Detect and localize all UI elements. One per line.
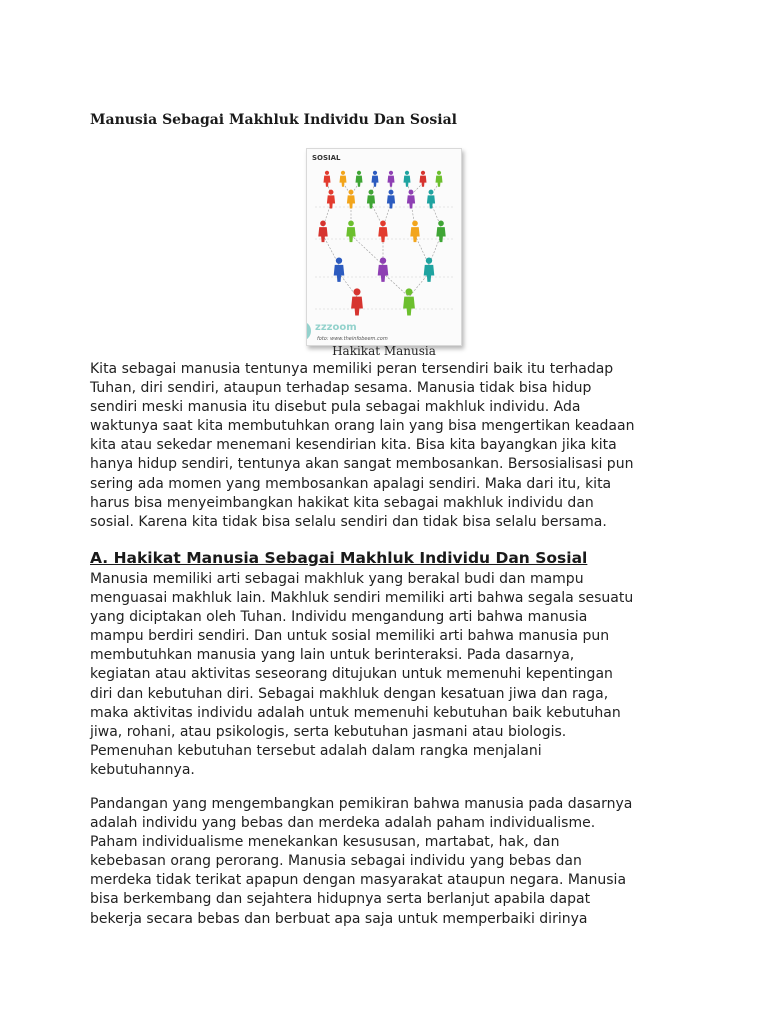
- person-icon: [427, 190, 435, 209]
- paragraph-line: Pandangan yang mengembangkan pemikiran bahwa manusia pada dasarnya: [90, 796, 633, 812]
- paragraph-line: sering ada momen yang membosankan apalagi sendiri. Maka dari itu, kita: [90, 475, 612, 492]
- paragraph-line: Pemenuhan kebutuhan tersebut adalah dalam rangka menjalani: [90, 742, 542, 759]
- person-icon: [420, 171, 427, 187]
- paragraph-line: kebebasan orang perorang. Manusia sebagai individu yang bebas dan: [90, 853, 582, 870]
- paragraph-line: merdeka tidak terikat apapun dengan masyarakat ataupun negara. Manusia: [90, 872, 627, 889]
- person-icon: [436, 171, 443, 187]
- watermark-logo: [307, 321, 388, 342]
- paragraph-line: kita atau sekedar menemani kesendirian kita. Bisa kita bayangkan jika kita: [90, 437, 617, 454]
- person-icon: [334, 257, 345, 281]
- person-icon: [372, 171, 379, 187]
- paragraph-line: kegiatan atau aktivitas seseorang ditujukan untuk memenuhi kepentingan: [90, 666, 613, 683]
- paragraph-line: kebutuhannya.: [90, 761, 195, 778]
- individualism-paragraph: [90, 795, 690, 929]
- paragraph-line: hanya hidup sendiri, tentunya akan sangat membosankan. Bersosialisasi pun: [90, 456, 634, 473]
- paragraph-line: Kita sebagai manusia tentunya memiliki peran tersendiri baik itu terhadap: [90, 361, 614, 377]
- person-icon: [388, 171, 395, 187]
- intro-paragraph: [90, 360, 690, 532]
- paragraph-line: harus bisa menyeimbangkan hakikat kita sebagai makhluk individu dan: [90, 494, 594, 511]
- people-icons: [318, 171, 445, 316]
- paragraph-line: membutuhkan manusia yang lain untuk berinteraksi. Pada dasarnya,: [90, 647, 575, 664]
- people-network-illustration: [307, 149, 461, 345]
- person-icon: [367, 190, 375, 209]
- social-network-figure: [306, 148, 462, 346]
- paragraph-line: Tuhan, diri sendiri, ataupun terhadap sesama. Manusia tidak bisa hidup: [90, 380, 592, 397]
- paragraph-line: Manusia memiliki arti sebagai makhluk yang berakal budi dan mampu: [90, 571, 584, 587]
- person-icon: [356, 171, 363, 187]
- definition-paragraph: [90, 570, 690, 780]
- paragraph-line: menguasai makhluk lain. Makhluk sendiri memiliki arti bahwa segala sesuatu: [90, 590, 634, 607]
- paragraph-line: bekerja secara bebas dan berbuat apa saja untuk memperbaiki dirinya: [90, 910, 588, 927]
- person-icon: [324, 171, 331, 187]
- connection-line: [351, 235, 383, 265]
- paragraph-line: sendiri meski manusia itu disebut pula sebagai makhluk individu. Ada: [90, 399, 581, 416]
- person-icon: [327, 190, 335, 209]
- person-icon: [340, 171, 347, 187]
- paragraph-line: Paham individualisme menekankan kesususan, martabat, hak, dan: [90, 834, 560, 851]
- paragraph-line: sosial. Karena kita tidak bisa selalu sendiri dan tidak bisa selalu bersama.: [90, 513, 607, 530]
- paragraph-line: jiwa, rohani, atau psikologis, serta kebutuhan jasmani atau biologis.: [90, 723, 567, 740]
- paragraph-line: adalah individu yang bebas dan merdeka adalah paham individualisme.: [90, 815, 596, 832]
- figure-tag: SOSIAL: [312, 154, 341, 162]
- paragraph-line: waktunya saat kita membutuhkan orang lain yang bisa mengertikan keadaan: [90, 418, 635, 435]
- document-title: Manusia Sebagai Makhluk Individu Dan Sosial: [90, 112, 457, 128]
- paragraph-line: mampu berdiri sendiri. Dan untuk sosial memiliki arti bahwa manusia pun: [90, 628, 610, 645]
- person-icon: [347, 190, 355, 209]
- connection-line: [383, 273, 409, 297]
- section-heading: A. Hakikat Manusia Sebagai Makhluk Individu Dan Sosial: [90, 549, 588, 567]
- figure-caption: Hakikat Manusia: [332, 344, 436, 358]
- person-icon: [407, 190, 415, 209]
- person-icon: [424, 257, 435, 281]
- watermark-swirl-icon: [307, 321, 311, 341]
- paragraph-line: diri dan kebutuhan diri. Sebagai makhluk dengan kesatuan jiwa dan raga,: [90, 685, 609, 702]
- person-icon: [387, 190, 395, 209]
- watermark-mark: zzzoom: [315, 322, 357, 333]
- person-icon: [351, 288, 363, 315]
- paragraph-line: yang diciptakan oleh Tuhan. Individu mengandung arti bahwa manusia: [90, 609, 588, 626]
- paragraph-line: bisa berkembang dan sejahtera hidupnya serta berlanjut apabila dapat: [90, 891, 591, 908]
- paragraph-line: maka aktivitas individu adalah untuk memenuhi kebutuhan baik kebutuhan: [90, 704, 621, 721]
- person-icon: [404, 171, 411, 187]
- watermark-text: foto: www.theinfobeem.com: [317, 336, 388, 342]
